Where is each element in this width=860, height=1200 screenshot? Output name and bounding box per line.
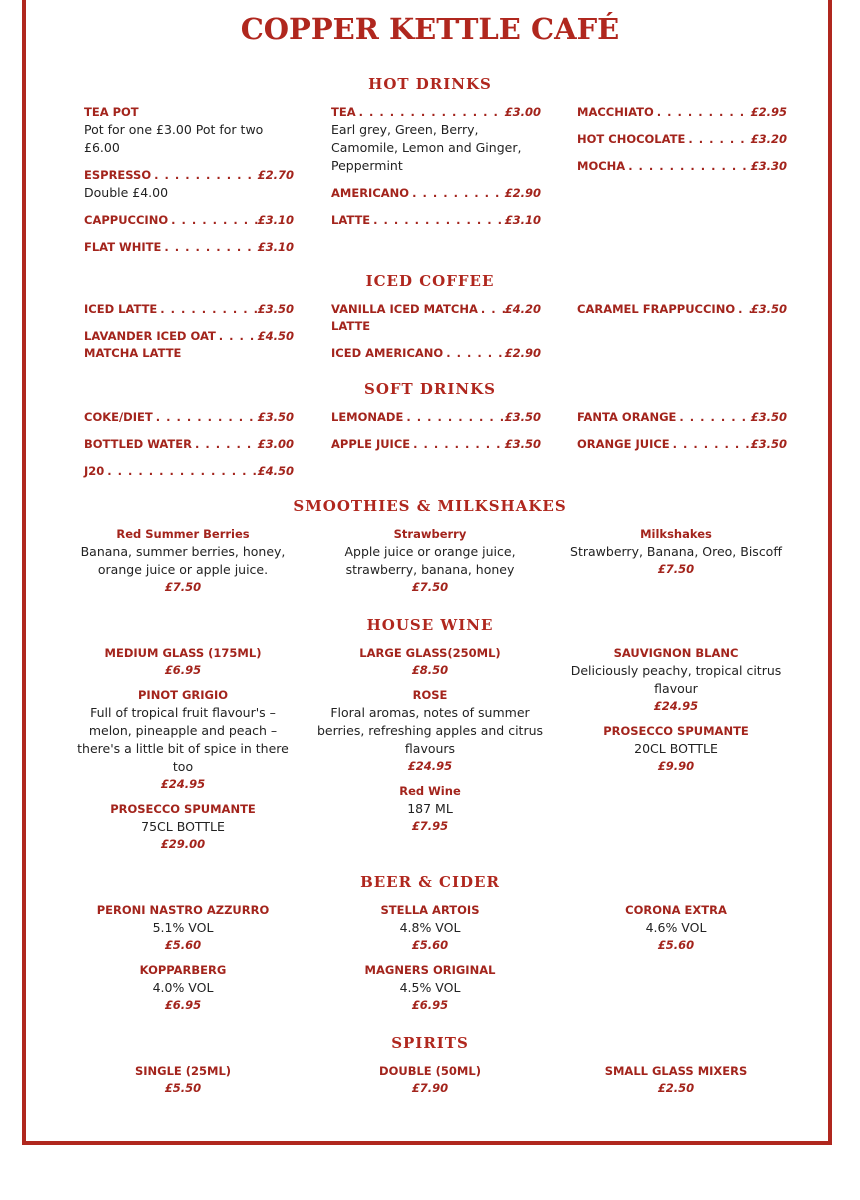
item-name: Red Wine [399,784,461,798]
item-price: £5.60 [164,938,202,952]
item-price: £5.50 [164,1081,202,1095]
leader-dots [443,345,504,362]
item-description: 4.8% VOL [399,920,461,935]
item-price: £3.50 [504,437,541,451]
item-description: 5.1% VOL [152,920,214,935]
item-name: CARAMEL FRAPPUCCINO [577,302,736,316]
leader-dots [410,436,504,453]
item-price: £4.50 [257,329,294,343]
item-price: £3.50 [750,410,787,424]
leader-dots [104,463,257,480]
menu-item [84,328,294,362]
item-price: £4.20 [504,302,541,316]
hot-drinks-col-3 [577,104,787,185]
item-name: FLAT WHITE [84,240,162,254]
item-name: FANTA ORANGE [577,410,677,424]
item-name: MAGNERS ORIGINAL [364,963,496,977]
item-price: £2.95 [750,105,787,119]
item-name: LATTE [331,213,371,227]
menu-item [84,409,294,426]
section-heading-smoothies: SMOOTHIES & MILKSHAKES [293,497,567,515]
menu-item [577,104,787,121]
wine-col-1 [68,645,298,861]
wine-col-2 [315,645,545,843]
menu-item [84,104,294,157]
menu-item [331,104,541,175]
item-name: MEDIUM GLASS (175ML) [104,646,262,660]
item-name: MOCHA [577,159,626,173]
spirits-col-1 [68,1063,298,1105]
menu-item [68,902,298,954]
leader-dots [157,301,257,318]
item-price: £3.00 [257,437,294,451]
item-price: £2.90 [504,186,541,200]
menu-item [84,301,294,318]
item-price: £3.50 [750,437,787,451]
section-heading-house-wine: HOUSE WINE [366,616,494,634]
hot-drinks-col-2 [331,104,541,239]
beer-col-3 [561,902,791,962]
soft-drinks-col-2 [331,409,541,463]
item-name: COKE/DIET [84,410,153,424]
item-name: AMERICANO [331,186,410,200]
item-name: Milkshakes [640,527,712,541]
leader-dots [168,212,258,229]
item-name: Strawberry [393,527,467,541]
leader-dots [685,131,750,148]
item-price: £3.10 [257,213,294,227]
menu-item [577,131,787,148]
menu-item [68,801,298,853]
wine-col-3 [561,645,791,783]
menu-item [561,902,791,954]
menu-item [561,1063,791,1097]
item-price: £3.50 [504,410,541,424]
item-price: £6.95 [411,998,449,1012]
menu-item [68,526,298,596]
item-price: £29.00 [160,837,206,851]
item-name: SINGLE (25ML) [134,1064,232,1078]
item-name: HOT CHOCOLATE [577,132,686,146]
item-price: £3.30 [750,159,787,173]
leader-dots [478,301,505,318]
item-price: £7.50 [411,580,449,594]
item-name: CAPPUCCINO [84,213,169,227]
leader-dots [153,409,258,426]
leader-dots [192,436,258,453]
menu-item [561,526,791,578]
menu-item [84,212,294,229]
menu-item [577,158,787,175]
item-price: £6.95 [164,663,202,677]
item-price: £24.95 [653,699,699,713]
leader-dots [370,212,504,229]
menu-item [561,723,791,775]
beer-col-1 [68,902,298,1022]
item-price: £5.60 [411,938,449,952]
item-description: Pot for one £3.00 Pot for two £6.00 [84,122,264,155]
item-name: PERONI NASTRO AZZURRO [96,903,270,917]
menu-item [68,962,298,1014]
menu-item [331,409,541,426]
item-name: TEA [331,105,356,119]
leader-dots [356,104,505,121]
item-name: ICED LATTE [84,302,158,316]
smoothies-col-2 [315,526,545,604]
item-name: PINOT GRIGIO [137,688,229,702]
item-name: APPLE JUICE [331,437,411,451]
item-description: 4.0% VOL [152,980,214,995]
item-description: Banana, summer berries, honey, orange juice or apple juice. [80,544,286,577]
item-name: ICED AMERICANO [331,346,444,360]
item-description: 75CL BOTTLE [141,819,225,834]
menu-item [577,436,787,453]
cafe-title: COPPER KETTLE CAFÉ [240,12,620,46]
soft-drinks-col-3 [577,409,787,463]
item-description: Earl grey, Green, Berry, Camomile, Lemon and Ginger, Peppermint [331,122,522,173]
item-name: STELLA ARTOIS [380,903,480,917]
item-description: Strawberry, Banana, Oreo, Biscoff [570,544,782,559]
menu-item [577,301,787,318]
item-name: PROSECCO SPUMANTE [603,724,749,738]
item-name: KOPPARBERG [139,963,227,977]
item-name-line-2: MATCHA LATTE [84,346,182,360]
item-price: £7.50 [164,580,202,594]
item-price: £9.90 [657,759,695,773]
menu-item [84,167,294,202]
item-price: £3.50 [257,302,294,316]
item-price: £7.50 [657,562,695,576]
soft-drinks-col-1 [84,409,294,490]
iced-coffee-col-1 [84,301,294,372]
item-price: £3.00 [504,105,541,119]
menu-item [331,212,541,229]
section-heading-hot-drinks: HOT DRINKS [368,75,492,93]
item-description: Double £4.00 [84,185,169,200]
item-name: DOUBLE (50ML) [379,1064,481,1078]
leader-dots [409,185,505,202]
item-price: £24.95 [407,759,453,773]
menu-item [577,409,787,426]
item-name: LEMONADE [331,410,404,424]
leader-dots [216,328,258,345]
item-description: 4.5% VOL [399,980,461,995]
menu-item [331,185,541,202]
leader-dots [735,301,751,318]
menu-item [68,687,298,793]
item-name: LARGE GLASS(250ML) [359,646,501,660]
item-price: £8.50 [411,663,449,677]
item-name: ESPRESSO [84,168,152,182]
leader-dots [676,409,750,426]
beer-col-2 [315,902,545,1022]
section-heading-soft-drinks: SOFT DRINKS [363,380,496,398]
item-price: £24.95 [160,777,206,791]
item-price: £6.95 [164,998,202,1012]
menu-item [84,239,294,256]
menu-item [315,645,545,679]
item-price: £4.50 [257,464,294,478]
item-name: Red Summer Berries [116,527,250,541]
iced-coffee-col-2 [331,301,541,372]
item-price: £3.50 [257,410,294,424]
item-price: £2.90 [504,346,541,360]
menu-item [68,1063,298,1097]
item-description: Floral aromas, notes of summer berries, refreshing apples and citrus flavours [316,705,544,756]
item-price: £5.60 [657,938,695,952]
menu-item [84,436,294,453]
item-description: Deliciously peachy, tropical citrus flavour [570,663,782,696]
menu-item [331,301,541,335]
item-price: £7.90 [411,1081,449,1095]
iced-coffee-col-3 [577,301,787,328]
item-name: LAVANDER ICED OAT [84,329,216,343]
leader-dots [403,409,504,426]
item-description: Full of tropical fruit flavour's – melon, pineapple and peach – there's a little bit of spice in there too [77,705,289,774]
item-description: 187 ML [407,801,453,816]
item-price: £3.50 [750,302,787,316]
spirits-col-2 [315,1063,545,1105]
item-price: £3.20 [750,132,787,146]
spirits-col-3 [561,1063,791,1105]
item-name: VANILLA ICED MATCHA [331,302,478,316]
item-description: 20CL BOTTLE [634,741,718,756]
menu-item [331,436,541,453]
item-price: £2.70 [257,168,294,182]
item-description: 4.6% VOL [645,920,707,935]
section-heading-spirits: SPIRITS [391,1034,469,1052]
menu-item [315,1063,545,1097]
leader-dots [151,167,258,184]
menu-item [315,962,545,1014]
menu-item [561,645,791,715]
item-name: BOTTLED WATER [84,437,192,451]
item-name: MACCHIATO [577,105,654,119]
item-name: TEA POT [84,105,139,119]
menu-item [315,902,545,954]
item-price: £2.50 [657,1081,695,1095]
menu-item [315,526,545,596]
leader-dots [625,158,750,175]
smoothies-col-3 [561,526,791,586]
smoothies-col-1 [68,526,298,604]
menu-item [315,687,545,775]
item-price: £3.10 [504,213,541,227]
item-price: £7.95 [411,819,449,833]
item-name: SAUVIGNON BLANC [613,646,739,660]
leader-dots [670,436,751,453]
section-heading-iced-coffee: ICED COFFEE [365,272,495,290]
item-name: CORONA EXTRA [625,903,727,917]
item-price: £3.10 [257,240,294,254]
section-heading-beer-cider: BEER & CIDER [360,873,500,891]
leader-dots [161,239,257,256]
item-name-line-2: LATTE [331,319,371,333]
item-name: PROSECCO SPUMANTE [110,802,256,816]
leader-dots [654,104,751,121]
menu-item [331,345,541,362]
item-name: ORANGE JUICE [577,437,670,451]
item-name: ROSE [412,688,448,702]
item-description: Apple juice or orange juice, strawberry, banana, honey [344,544,516,577]
item-name: SMALL GLASS MIXERS [604,1064,748,1078]
item-name: J20 [84,464,105,478]
menu-item [315,783,545,835]
menu-item [84,463,294,480]
hot-drinks-col-1 [84,104,294,266]
menu-item [68,645,298,679]
